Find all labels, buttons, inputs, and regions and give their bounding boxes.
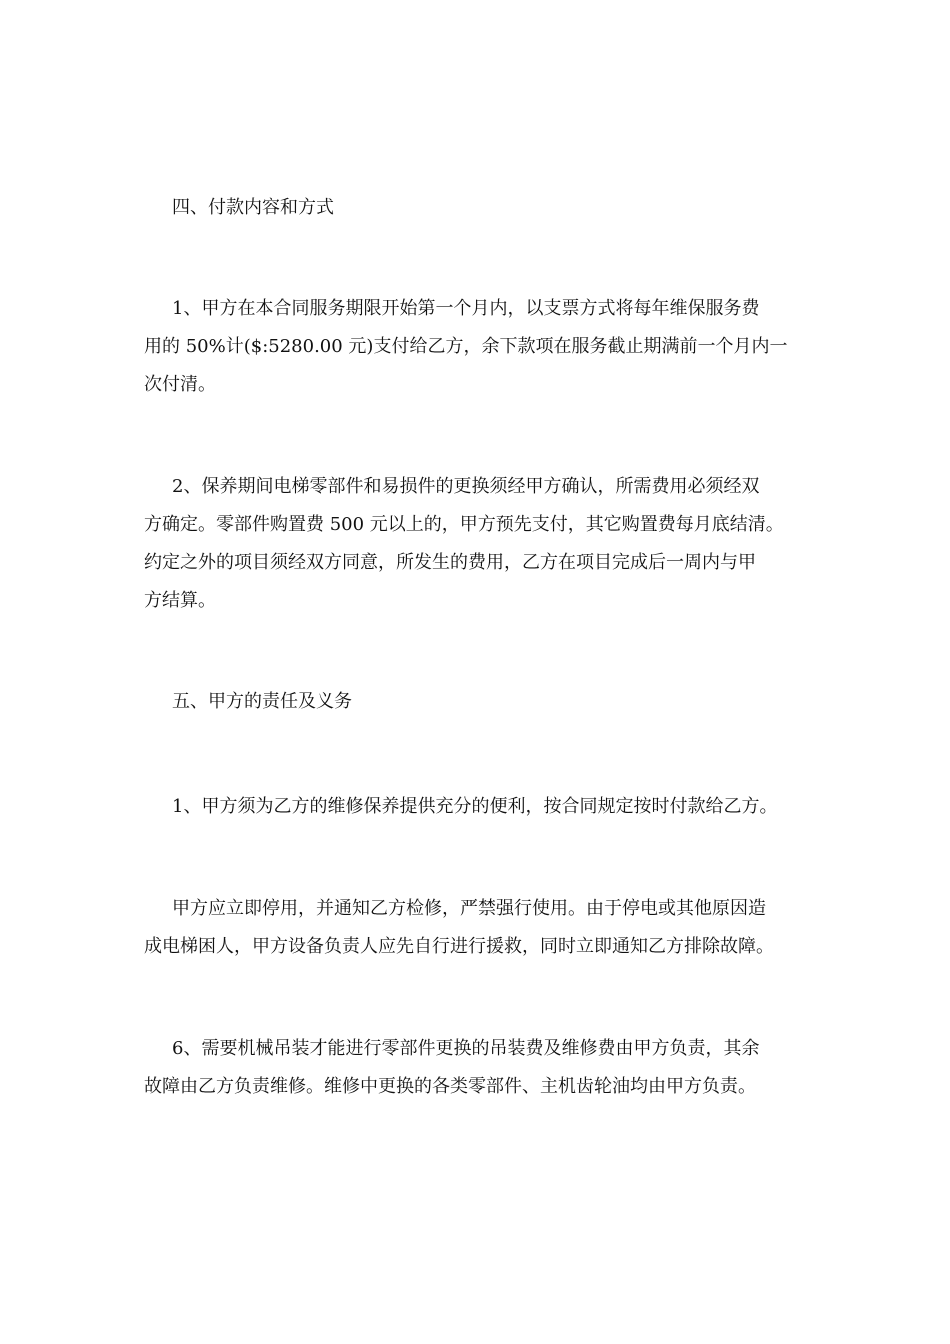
paragraph-line: 1、甲方须为乙方的维修保养提供充分的便利，按合同规定按时付款给乙方。 xyxy=(172,796,778,817)
paragraph-line: 方结算。 xyxy=(144,590,216,611)
paragraph-line: 约定之外的项目须经双方同意，所发生的费用，乙方在项目完成后一周内与甲 xyxy=(144,552,756,573)
paragraph-line: 故障由乙方负责维修。维修中更换的各类零部件、主机齿轮油均由甲方负责。 xyxy=(144,1076,756,1097)
paragraph-line: 2、保养期间电梯零部件和易损件的更换须经甲方确认，所需费用必须经双 xyxy=(172,476,760,497)
section-heading: 四、付款内容和方式 xyxy=(172,197,334,218)
paragraph-line: 甲方应立即停用，并通知乙方检修，严禁强行使用。由于停电或其他原因造 xyxy=(172,898,766,919)
paragraph-line: 方确定。零部件购置费 500 元以上的，甲方预先支付，其它购置费每月底结清。 xyxy=(144,514,784,535)
paragraph-line: 1、甲方在本合同服务期限开始第一个月内，以支票方式将每年维保服务费 xyxy=(172,298,760,319)
paragraph-line: 6、需要机械吊装才能进行零部件更换的吊装费及维修费由甲方负责，其余 xyxy=(172,1038,760,1059)
paragraph-line: 成电梯困人，甲方设备负责人应先自行进行援救，同时立即通知乙方排除故障。 xyxy=(144,936,774,957)
section-heading: 五、甲方的责任及义务 xyxy=(172,691,352,712)
paragraph-line: 次付清。 xyxy=(144,374,216,395)
paragraph-line: 用的 50%计($:5280.00 元)支付给乙方，余下款项在服务截止期满前一个月内一 xyxy=(144,336,788,357)
